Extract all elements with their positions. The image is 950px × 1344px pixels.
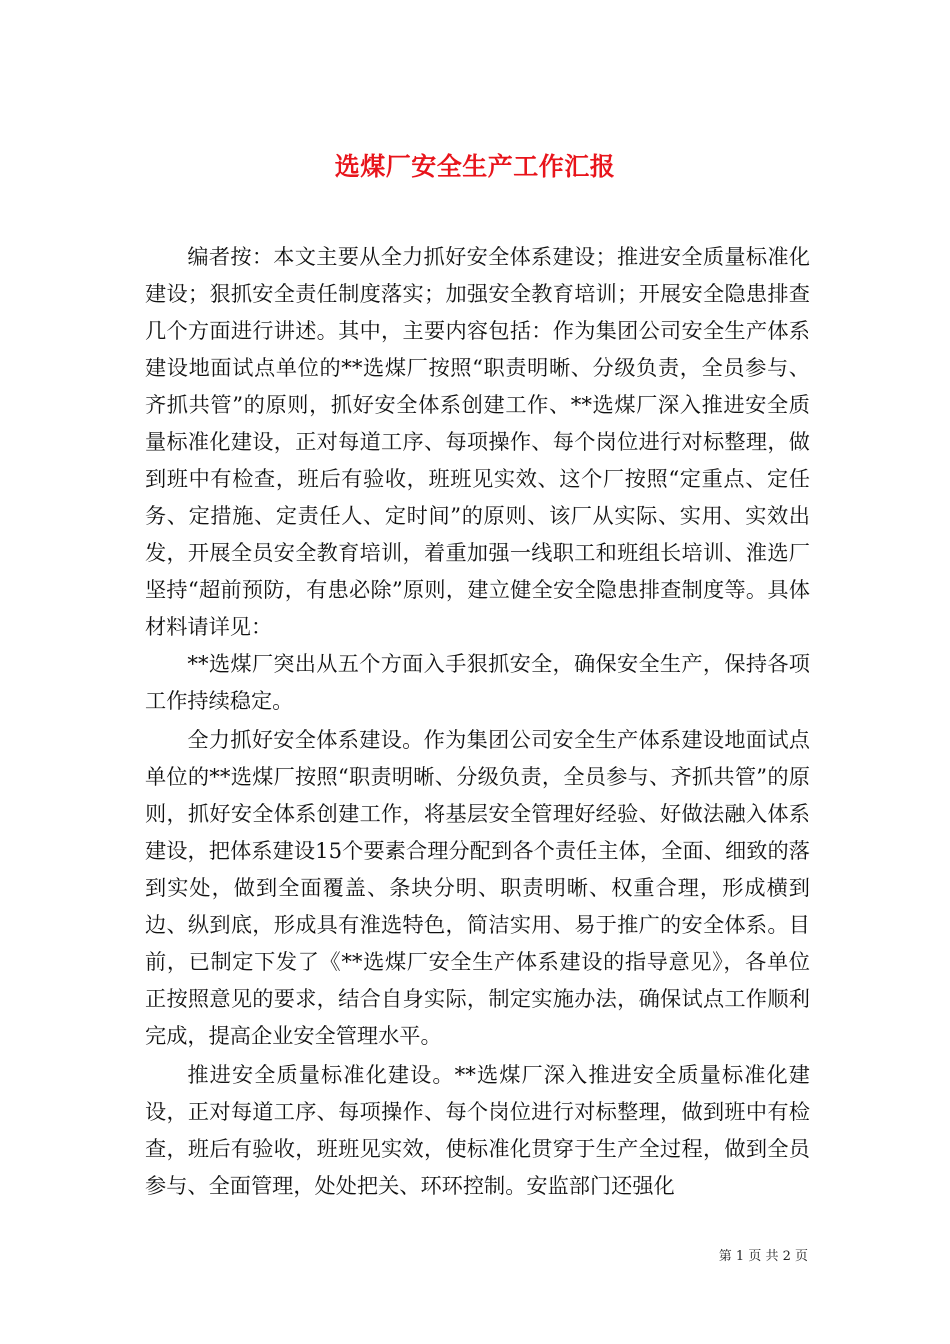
page-number-footer: 第 1 页 共 2 页 xyxy=(718,1249,808,1264)
standardization-paragraph: 推进安全质量标准化建设。**选煤厂深入推进安全质量标准化建设，正对每道工序、每项操作、每个岗位进行对标整理，做到班中有检查，班后有验收，班班见实效，使标准化贯穿于生产全过程，做到全员参与、全面管理，处处把关、环环控制。安监部门还强化 xyxy=(145,1062,810,1198)
document-body xyxy=(145,238,810,1204)
document-title: 选煤厂安全生产工作汇报 xyxy=(334,151,616,181)
intro-paragraph: **选煤厂突出从五个方面入手狠抓安全，确保安全生产，保持各项工作持续稳定。 xyxy=(145,651,810,713)
editor-note-paragraph: 编者按：本文主要从全力抓好安全体系建设；推进安全质量标准化建设；狠抓安全责任制度落实；加强安全教育培训；开展安全隐患排查几个方面进行讲述。其中，主要内容包括：作为集团公司安全生产体系建设地面试点单位的**选煤厂按照“职责明晰、分级负责，全员参与、齐抓共管”的原则，抓好安全体系创建工作、**选煤厂深入推进安全质量标准化建设，正对每道工序、每项操作、每个岗位进行对标整理，做到班中有检查，班后有验收，班班见实效、这个厂按照“定重点、定任务、定措施、定责任人、定时间”的原则、该厂从实际、实用、实效出发，开展全员安全教育培训，着重加强一线职工和班组长培训、淮选厂坚持“超前预防，有患必除”原则，建立健全安全隐患排查制度等。具体材料请详见： xyxy=(145,244,810,639)
safety-system-paragraph: 全力抓好安全体系建设。作为集团公司安全生产体系建设地面试点单位的**选煤厂按照“职责明晰、分级负责，全员参与、齐抓共管”的原则，抓好安全体系创建工作，将基层安全管理好经验、好做法融入体系建设，把体系建设15个要素合理分配到各个责任主体，全面、细致的落到实处，做到全面覆盖、条块分明、职责明晰、权重合理，形成横到边、纵到底，形成具有淮选特色，简洁实用、易于推广的安全体系。目前，已制定下发了《**选煤厂安全生产体系建设的指导意见》，各单位正按照意见的要求，结合自身实际，制定实施办法，确保试点工作顺利完成，提高企业安全管理水平。 xyxy=(145,727,810,1048)
